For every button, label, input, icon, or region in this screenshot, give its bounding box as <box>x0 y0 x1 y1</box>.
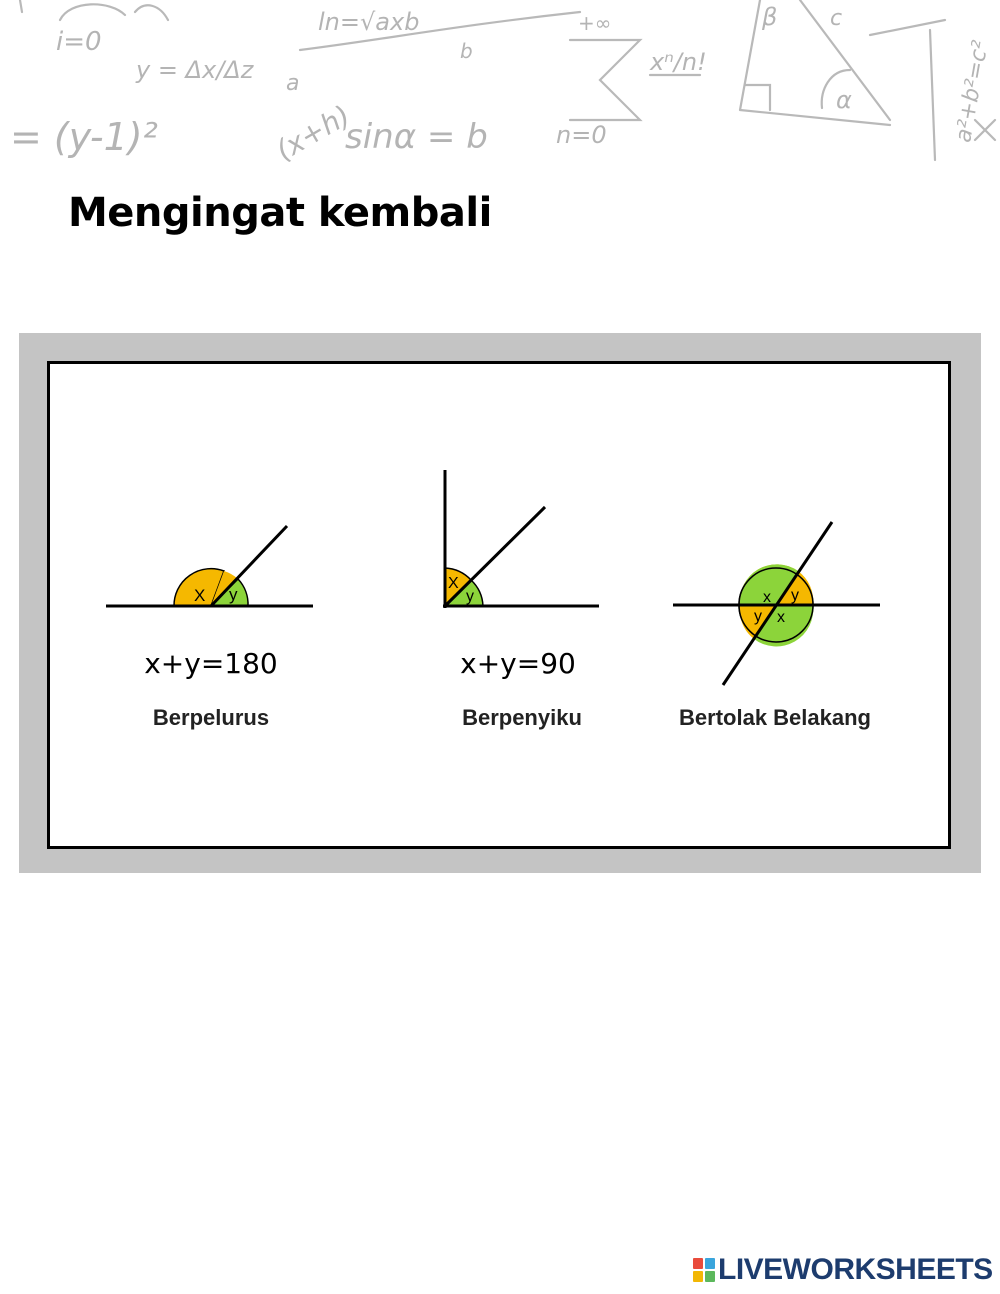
straight-angle-formula: x+y=180 <box>144 647 278 680</box>
complementary-angle-formula: x+y=90 <box>460 647 576 680</box>
decor-formula-n0: n=0 <box>556 121 607 149</box>
brand-name: LIVEWORKSHEETS <box>718 1253 993 1286</box>
vertical-angles-diagram <box>673 522 880 685</box>
decor-formula-dydx: y = Δx/Δz <box>136 56 254 84</box>
straight-angle-diagram <box>106 526 313 606</box>
angle-label-y-bottom: y <box>754 608 762 625</box>
decor-formula-inf: +∞ <box>578 11 612 35</box>
decor-label-a: a <box>286 71 300 96</box>
decor-formula-y-1: = (y-1)² <box>10 115 158 159</box>
straight-angle-name: Berpelurus <box>152 705 270 730</box>
page-title: Mengingat kembali <box>68 190 492 236</box>
complementary-angle-name: Berpenyiku <box>462 705 582 730</box>
angle-label-y-top: y <box>791 587 799 604</box>
angle-label-x: X <box>448 575 459 592</box>
liveworksheets-logo-icon <box>693 1258 715 1282</box>
decor-label-beta: β <box>762 3 778 31</box>
decor-formula-pythagoras: a²+b²=c² <box>951 38 994 145</box>
decor-label-b: b <box>460 39 473 63</box>
decor-formula-sin: sinα = b <box>345 117 488 157</box>
complementary-angle-diagram <box>443 470 599 608</box>
decor-formula-factorial: xⁿ/n! <box>650 48 707 76</box>
decor-formula-ln: ln=√axb <box>318 8 420 36</box>
angle-label-y: y <box>229 585 238 604</box>
angle-label-y: y <box>466 588 474 605</box>
decor-label-c: c <box>830 6 843 31</box>
angle-label-x: X <box>194 586 206 605</box>
decor-label-alpha: α <box>836 86 852 114</box>
liveworksheets-brand <box>693 1253 993 1287</box>
angle-label-x-bottom: x <box>777 609 785 626</box>
angle-label-x-top: x <box>763 589 771 606</box>
decor-formula-xh: (x+h) <box>270 98 356 168</box>
decor-formula-i0: i=0 <box>56 27 102 57</box>
vertical-angles-name: Bertolak Belakang <box>679 705 871 730</box>
